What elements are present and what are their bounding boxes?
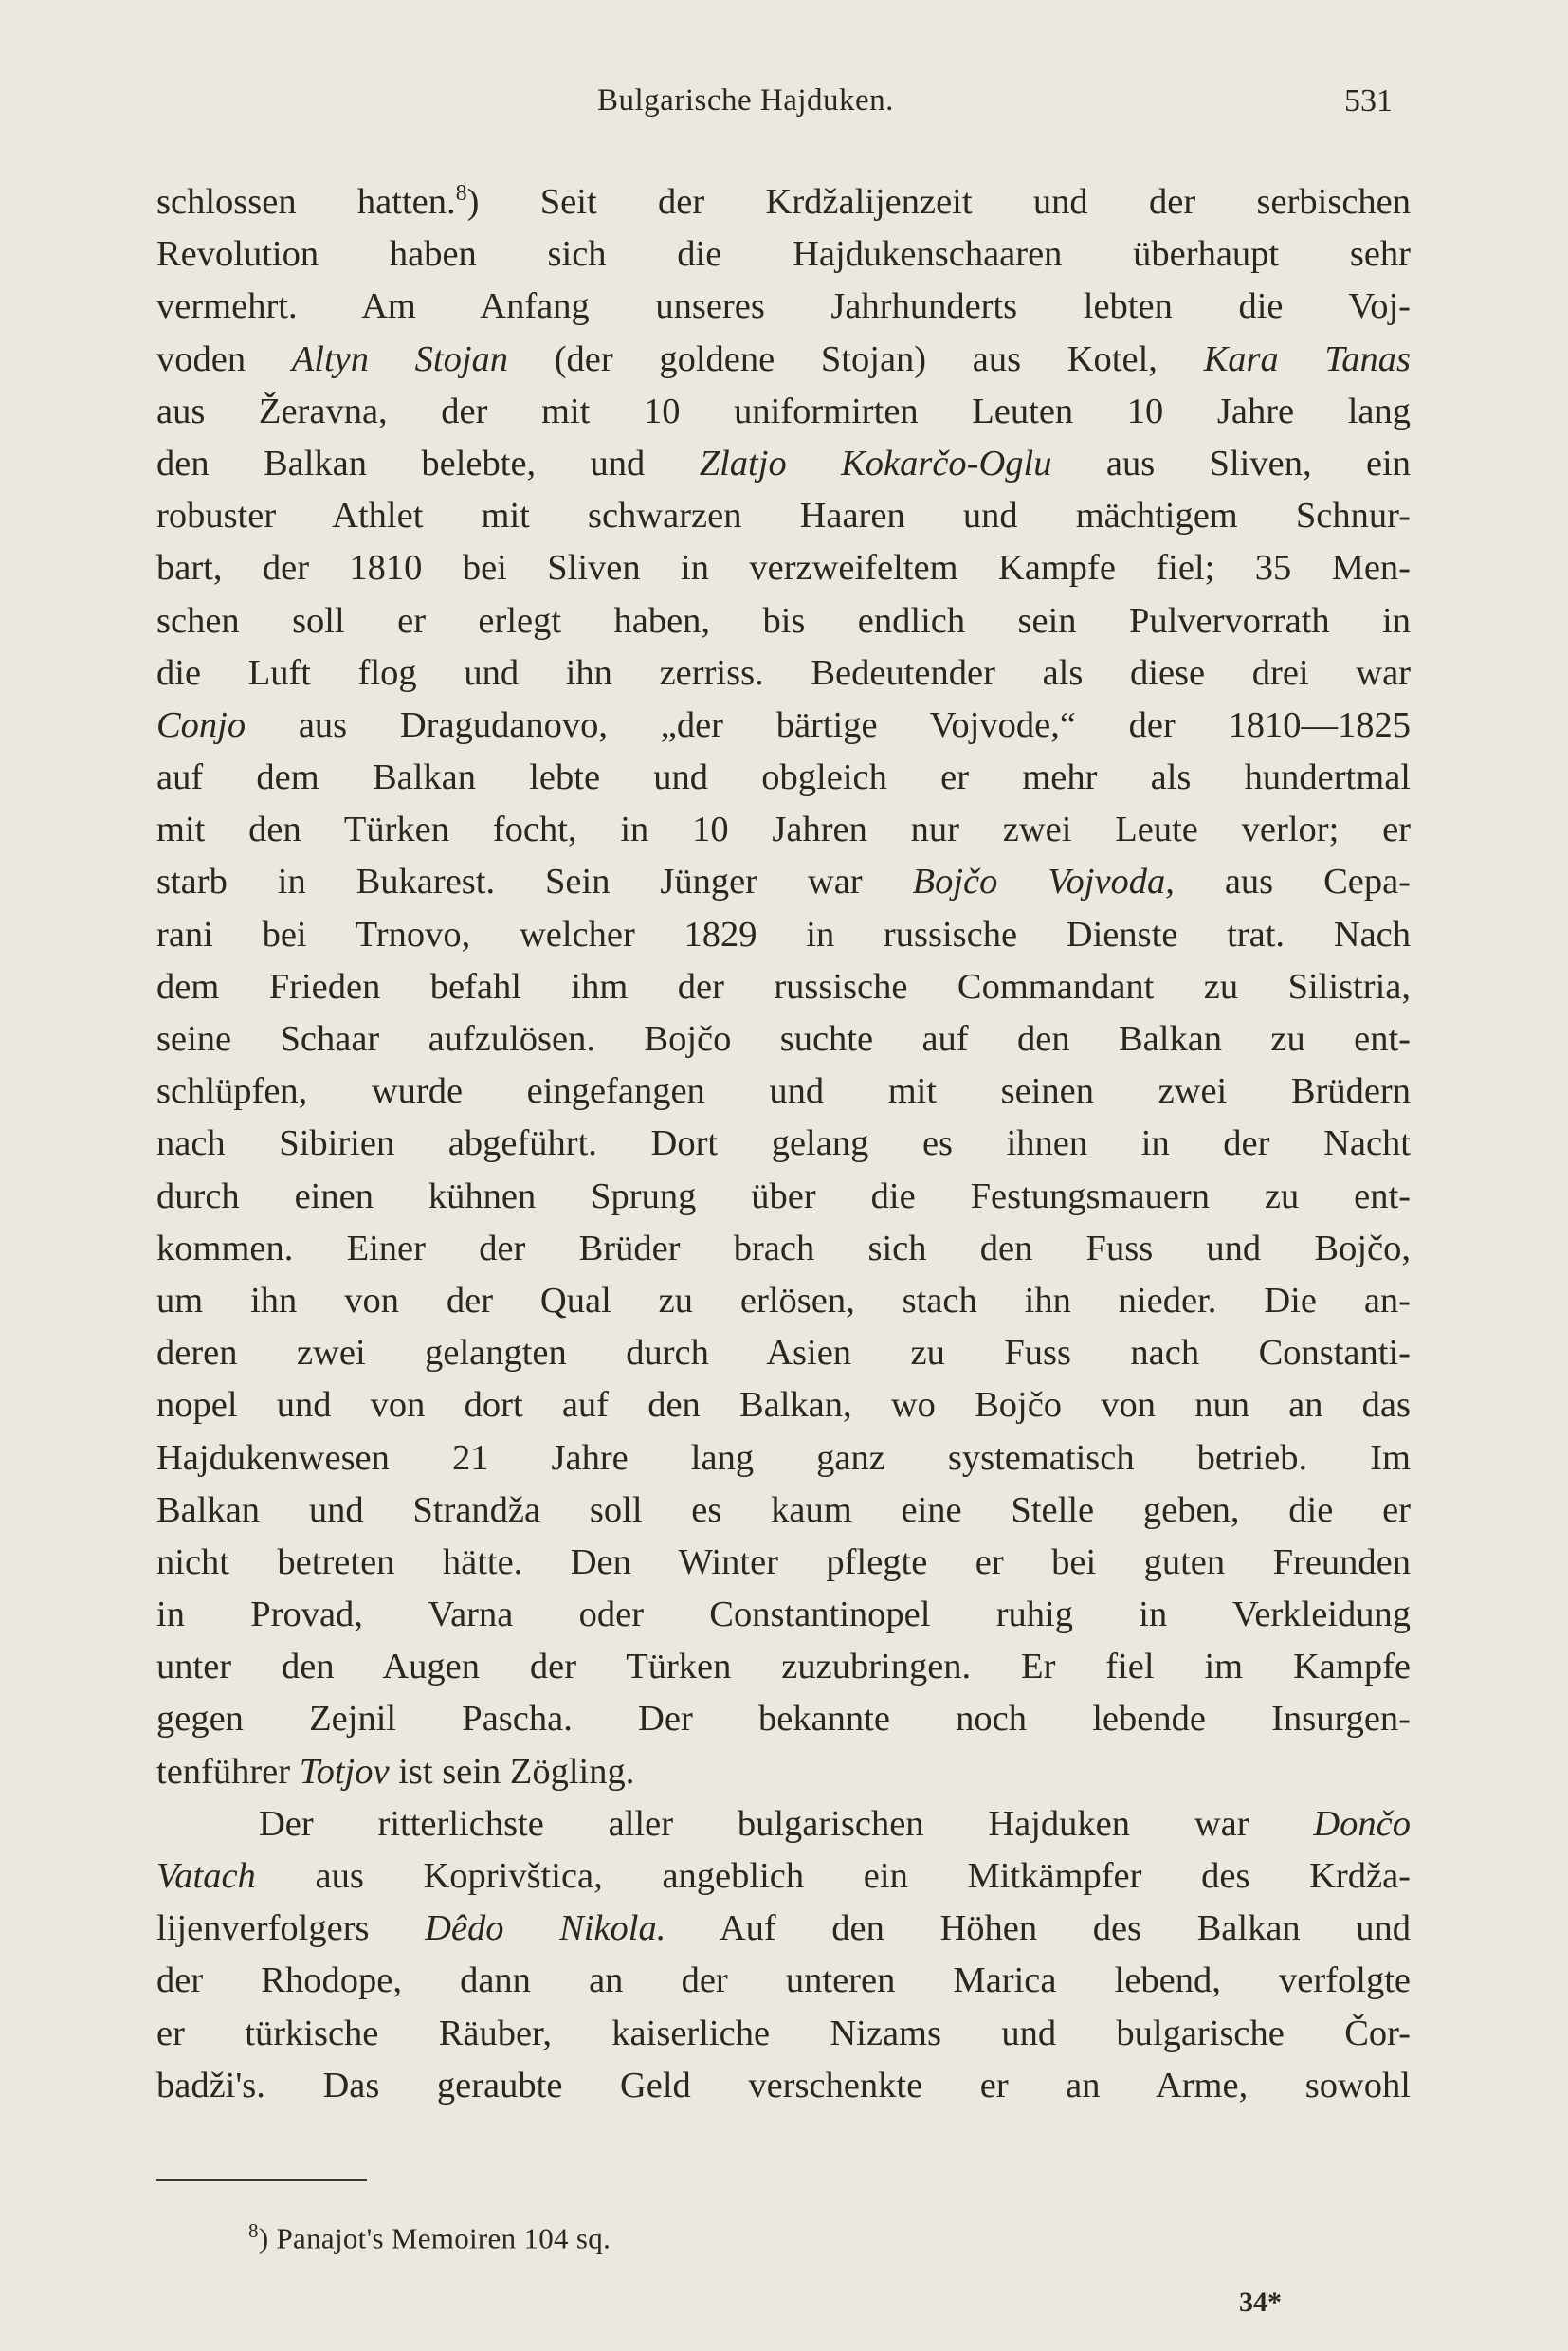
signature-mark: 34* — [1239, 2287, 1282, 2318]
italic-name: Zlatjo Kokarčo-Oglu — [699, 443, 1052, 483]
text-line — [156, 595, 1411, 647]
text-line — [156, 1641, 1411, 1693]
italic-name: Bojčo Vojvoda, — [912, 862, 1175, 902]
text-run: aus Dragudanovo, „der bärtige Vojvode,“ der 1810—1825 — [246, 704, 1411, 745]
text-line — [156, 1693, 1411, 1745]
text-line — [156, 856, 1411, 908]
text-run: vermehrt. Am Anfang unseres Jahrhunderts lebten die Voj- — [156, 286, 1411, 327]
footnote-reference: 8 — [455, 181, 467, 207]
text-run: nopel und von dort auf den Balkan, wo Bojčo von nun an das — [156, 1385, 1411, 1426]
text-run: aus Koprivštica, angeblich ein Mitkämpfer des Krdža- — [255, 1856, 1411, 1896]
text-run: unter den Augen der Türken zuzubringen. Er fiel im Kampfe — [156, 1647, 1411, 1687]
text-line — [156, 438, 1411, 490]
text-run: in Provad, Varna oder Constantinopel ruhig in Verkleidung — [156, 1595, 1411, 1635]
text-line — [156, 700, 1411, 752]
text-line — [156, 1223, 1411, 1275]
text-run: durch einen kühnen Sprung über die Festungsmauern zu ent- — [156, 1176, 1411, 1216]
text-line — [156, 2060, 1411, 2112]
text-line — [156, 1275, 1411, 1327]
text-run: dem Frieden befahl ihm der russische Commandant zu Silistria, — [156, 966, 1411, 1007]
text-line — [156, 804, 1411, 856]
text-line — [156, 1171, 1411, 1223]
body-text — [156, 176, 1411, 2112]
running-head-title: Bulgarische Hajduken. — [597, 83, 894, 118]
text-line — [156, 281, 1411, 333]
text-line — [156, 1850, 1411, 1903]
running-head — [0, 83, 1568, 131]
footnote-mark: 8 — [248, 2219, 259, 2242]
text-line — [156, 542, 1411, 594]
page-number: 531 — [1344, 83, 1393, 118]
text-run: voden — [156, 338, 292, 379]
text-line — [156, 1118, 1411, 1170]
text-run: Revolution haben sich die Hajdukenschaaren überhaupt sehr — [156, 234, 1411, 275]
text-run: er türkische Räuber, kaiserliche Nizams und bulgarische Čor- — [156, 2013, 1411, 2053]
italic-name: Totjov — [299, 1751, 390, 1792]
text-run: Der ritterlichste aller bulgarischen Hajduken war — [259, 1803, 1314, 1844]
text-run: um ihn von der Qual zu erlösen, stach ihn nieder. Die an- — [156, 1280, 1411, 1321]
text-line — [156, 1013, 1411, 1066]
italic-name: Kara Tanas — [1203, 338, 1411, 379]
text-run: nicht betreten hätte. Den Winter pflegte er bei guten Freunden — [156, 1541, 1411, 1582]
footnote-text: ) Panajot's Memoiren 104 sq. — [258, 2221, 611, 2255]
text-run: (der goldene Stojan) aus Kotel, — [508, 338, 1204, 379]
text-line — [156, 1955, 1411, 2007]
text-line — [156, 1746, 1411, 1798]
text-run: mit den Türken focht, in 10 Jahren nur zwei Leute verlor; er — [156, 810, 1411, 850]
text-run: aus Cepa- — [1174, 862, 1411, 902]
text-line — [156, 228, 1411, 281]
text-line — [156, 1485, 1411, 1537]
text-run: den Balkan belebte, und — [156, 443, 700, 483]
text-run: robuster Athlet mit schwarzen Haaren und mächtigem Schnur- — [156, 496, 1411, 537]
text-line — [156, 1798, 1411, 1850]
text-run: Hajdukenwesen 21 Jahre lang ganz systematisch betrieb. Im — [156, 1437, 1411, 1478]
text-line — [156, 1903, 1411, 1955]
text-run: rani bei Trnovo, welcher 1829 in russische Dienste trat. Nach — [156, 914, 1411, 955]
text-run: tenführer — [156, 1751, 300, 1792]
text-line — [156, 647, 1411, 700]
text-run: bart, der 1810 bei Sliven in verzweifeltem Kampfe fiel; 35 Men- — [156, 548, 1411, 589]
text-run: der Rhodope, dann an der unteren Marica lebend, verfolgte — [156, 1960, 1411, 2001]
text-line — [156, 752, 1411, 804]
footnote-rule — [156, 2179, 367, 2181]
text-line — [156, 490, 1411, 542]
text-line — [156, 1537, 1411, 1589]
text-line — [156, 1327, 1411, 1379]
text-run: lijenverfolgers — [156, 1908, 426, 1949]
text-run: ) Seit der Krdžalijenzeit und der serbischen — [466, 182, 1411, 222]
text-line — [156, 176, 1411, 228]
text-line — [156, 961, 1411, 1013]
text-run: nach Sibirien abgeführt. Dort gelang es ihnen in der Nacht — [156, 1123, 1411, 1164]
text-line — [156, 1066, 1411, 1118]
text-run: gegen Zejnil Pascha. Der bekannte noch lebende Insurgen- — [156, 1699, 1411, 1740]
text-run: aus Žeravna, der mit 10 uniformirten Leuten 10 Jahre lang — [156, 391, 1411, 431]
italic-name: Dêdo Nikola. — [425, 1908, 666, 1949]
text-run: starb in Bukarest. Sein Jünger war — [156, 862, 913, 902]
text-run: schen soll er erlegt haben, bis endlich sein Pulvervorrath in — [156, 600, 1411, 641]
text-run: schlossen hatten. — [156, 182, 456, 222]
text-run: Auf den Höhen des Balkan und — [665, 1908, 1411, 1949]
footnote — [248, 2219, 611, 2255]
text-line — [156, 2008, 1411, 2060]
text-run: schlüpfen, wurde eingefangen und mit seinen zwei Brüdern — [156, 1071, 1411, 1112]
text-run: ist sein Zögling. — [389, 1751, 635, 1792]
text-run: kommen. Einer der Brüder brach sich den Fuss und Bojčo, — [156, 1228, 1411, 1268]
italic-name: Dončo — [1313, 1803, 1411, 1844]
text-line — [156, 334, 1411, 386]
italic-name: Vatach — [156, 1856, 256, 1896]
text-run: aus Sliven, ein — [1051, 443, 1411, 483]
text-line — [156, 909, 1411, 961]
text-line — [156, 1432, 1411, 1485]
text-run: die Luft flog und ihn zerriss. Bedeutender als diese drei war — [156, 652, 1411, 693]
text-run: deren zwei gelangten durch Asien zu Fuss nach Constanti- — [156, 1333, 1411, 1374]
italic-name: Conjo — [156, 704, 246, 745]
text-run: badži's. Das geraubte Geld verschenkte er an Arme, sowohl — [156, 2065, 1411, 2105]
text-line — [156, 1589, 1411, 1641]
text-run: auf dem Balkan lebte und obgleich er mehr als hundertmal — [156, 757, 1411, 798]
italic-name: Altyn Stojan — [291, 338, 509, 379]
text-line — [156, 1379, 1411, 1431]
text-line — [156, 386, 1411, 438]
text-run: Balkan und Strandža soll es kaum eine Stelle geben, die er — [156, 1489, 1411, 1530]
text-run: seine Schaar aufzulösen. Bojčo suchte auf den Balkan zu ent- — [156, 1019, 1411, 1059]
